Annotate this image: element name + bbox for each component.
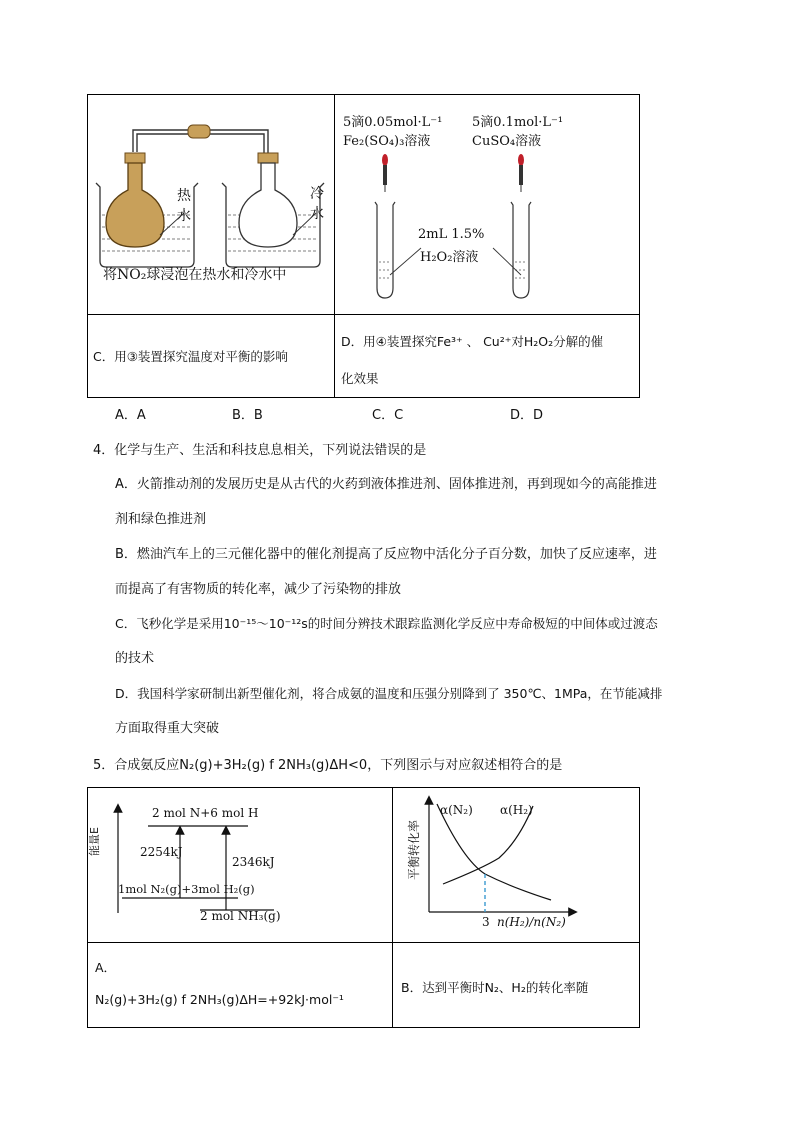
energy-right-value: 2346kJ	[232, 855, 275, 869]
alpha-n2-label: α(N₂)	[440, 803, 473, 817]
x-tick-3: 3	[482, 915, 490, 929]
fig4-right-reagent-2: CuSO₄溶液	[472, 134, 542, 149]
figure-4-test-tubes	[335, 150, 637, 312]
energy-ylabel: 能量E	[88, 827, 101, 856]
table2-divider-h	[87, 942, 639, 943]
conversion-xlabel: n(H₂)/n(N₂)	[497, 915, 566, 929]
cold-water-label-1: 冷	[310, 186, 324, 202]
fig4-tube-label-1: 2mL 1.5%	[418, 227, 485, 242]
q3-option-b: B．B	[232, 408, 263, 423]
energy-left-value: 2254kJ	[140, 845, 183, 859]
table1-divider-h	[87, 314, 639, 315]
q4-option-b-line2: 而提高了有害物质的转化率，减少了污染物的排放	[115, 582, 402, 597]
q5-stem: 5．合成氨反应N₂(g)+3H₂(g) f 2NH₃(g)ΔH<0，下列图示与对应叙述相符合的是	[93, 758, 563, 773]
energy-products-label: 2 mol NH₃(g)	[200, 909, 281, 923]
table1-cell-d-line1: D．用④装置探究Fe³⁺ 、 Cu²⁺对H₂O₂分解的催	[341, 334, 604, 349]
q4-stem: 4．化学与生产、生活和科技息息相关，下列说法错误的是	[93, 443, 427, 458]
table2-cell-b: B．达到平衡时N₂、H₂的转化率随	[401, 980, 589, 995]
table1-cell-c: C．用③装置探究温度对平衡的影响	[93, 349, 288, 364]
energy-top-level-label: 2 mol N+6 mol H	[152, 806, 259, 820]
fig4-tube-label-2: H₂O₂溶液	[420, 250, 479, 265]
fig4-left-reagent-2: Fe₂(SO₄)₃溶液	[343, 134, 431, 149]
fig4-left-reagent-1: 5滴0.05mol·L⁻¹	[343, 115, 443, 130]
energy-reactants-label: 1mol N₂(g)+3mol H₂(g)	[118, 882, 255, 896]
q4-option-a-line1: A．火箭推动剂的发展历史是从古代的火药到液体推进剂、固体推进剂，再到现如今的高能推进	[115, 477, 657, 492]
q4-option-c-line2: 的技术	[115, 651, 155, 666]
figure-3-caption: 将NO₂球浸泡在热水和冷水中	[103, 267, 287, 283]
q4-option-b-line1: B．燃油汽车上的三元催化器中的催化剂提高了反应物中活化分子百分数，加快了反应速率，进	[115, 547, 657, 562]
table2-cell-a-line2: N₂(g)+3H₂(g) f 2NH₃(g)ΔH=+92kJ·mol⁻¹	[95, 992, 344, 1007]
hot-water-label-2: 水	[177, 208, 191, 224]
table1-cell-d-line2: 化效果	[341, 371, 379, 386]
q4-option-d-line1: D．我国科学家研制出新型催化剂，将合成氨的温度和压强分别降到了 350℃、1MPa，在节能减排	[115, 686, 663, 701]
q3-option-a: A．A	[115, 408, 146, 423]
q4-option-a-line2: 剂和绿色推进剂	[115, 512, 207, 527]
q4-option-d-line2: 方面取得重大突破	[115, 721, 220, 736]
fig4-right-reagent-1: 5滴0.1mol·L⁻¹	[472, 115, 564, 130]
q3-option-c: C．C	[372, 408, 404, 423]
q4-option-c-line1: C．飞秒化学是采用10⁻¹⁵～10⁻¹²s的时间分辨技术跟踪监测化学反应中寿命极短的中间体或过渡态	[115, 616, 658, 631]
alpha-h2-label: α(H₂)	[500, 803, 533, 817]
cold-water-label-2: 水	[310, 206, 324, 222]
q3-option-d: D．D	[510, 408, 544, 423]
conversion-ylabel: 平衡转化率	[407, 819, 421, 880]
table2-cell-a-line1: A．	[95, 960, 117, 975]
hot-water-label-1: 热	[177, 188, 191, 204]
